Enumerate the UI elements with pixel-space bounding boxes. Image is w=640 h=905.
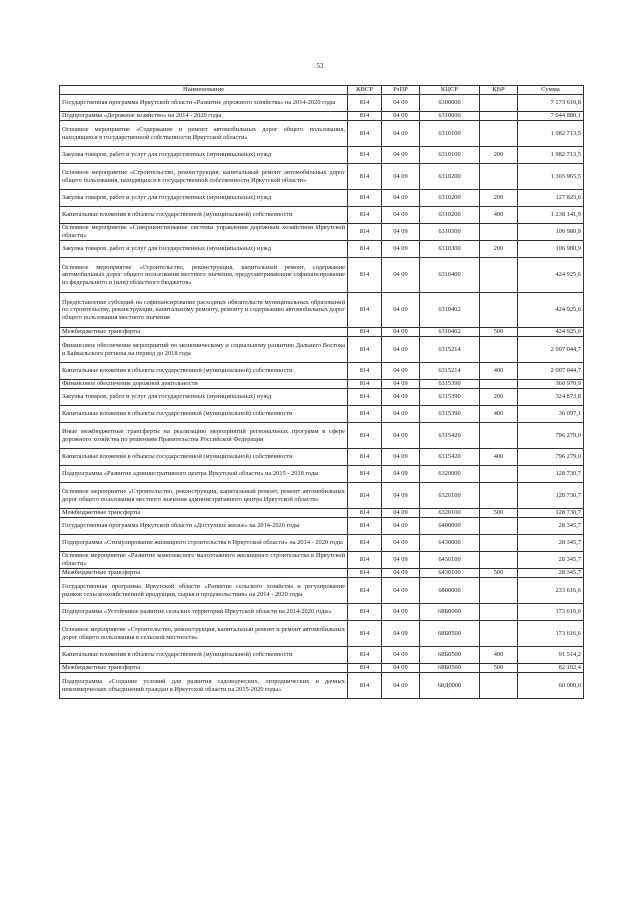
cell-kvsr: 814 bbox=[348, 121, 382, 147]
cell-name: Основное мероприятие «Содержание и ремонт автомобильных дорог общего пользования, находящихся в государственной собственности Иркутской области» bbox=[60, 121, 348, 147]
cell-kvr: 200 bbox=[480, 147, 518, 164]
cell-kvr bbox=[480, 258, 518, 293]
cell-kvr bbox=[480, 293, 518, 328]
cell-kvr: 200 bbox=[480, 241, 518, 258]
table-row bbox=[60, 483, 584, 509]
cell-name: Капитальные вложения в объекты государственной (муниципальной) собственности bbox=[60, 406, 348, 423]
cell-sum: 2 007 044,7 bbox=[518, 337, 584, 363]
header-name: Наименование bbox=[60, 86, 348, 95]
cell-name: Капитальные вложения в объекты государственной (муниципальной) собственности bbox=[60, 207, 348, 224]
cell-name: Закупка товаров, работ и услуг для государственных (муниципальных) нужд bbox=[60, 241, 348, 258]
cell-kcsr: 6315420 bbox=[420, 423, 480, 449]
cell-sum: 1 982 713,5 bbox=[518, 147, 584, 164]
cell-rzpr: 04 09 bbox=[382, 147, 420, 164]
cell-name: Закупка товаров, работ и услуг для государственных (муниципальных) нужд bbox=[60, 147, 348, 164]
cell-sum: 127 823,6 bbox=[518, 190, 584, 207]
header-kvsr: КВСР bbox=[348, 86, 382, 95]
cell-kcsr: 6320000 bbox=[420, 466, 480, 483]
table-row bbox=[60, 241, 584, 258]
cell-rzpr: 04 09 bbox=[382, 483, 420, 509]
cell-sum: 796 279,0 bbox=[518, 423, 584, 449]
cell-kvsr: 814 bbox=[348, 95, 382, 112]
cell-rzpr: 04 09 bbox=[382, 363, 420, 380]
table-row bbox=[60, 621, 584, 647]
table-row bbox=[60, 112, 584, 121]
page-number: 53 bbox=[316, 62, 324, 70]
cell-kvsr: 814 bbox=[348, 664, 382, 673]
cell-kcsr: 68Б0500 bbox=[420, 647, 480, 664]
table-row bbox=[60, 224, 584, 241]
cell-sum: 82 102,4 bbox=[518, 664, 584, 673]
cell-name: Межбюджетные трансферты bbox=[60, 569, 348, 578]
cell-kvsr: 814 bbox=[348, 380, 382, 389]
cell-kvsr: 814 bbox=[348, 673, 382, 699]
cell-kvr: 400 bbox=[480, 406, 518, 423]
table-row bbox=[60, 337, 584, 363]
cell-sum: 91 514,2 bbox=[518, 647, 584, 664]
cell-sum: 7 173 610,8 bbox=[518, 95, 584, 112]
cell-sum: 128 730,7 bbox=[518, 466, 584, 483]
cell-sum: 60 000,0 bbox=[518, 673, 584, 699]
cell-kvsr: 814 bbox=[348, 164, 382, 190]
cell-name: Государственная программа Иркутской области «Развитие дорожного хозяйства» на 2014-2020 годы bbox=[60, 95, 348, 112]
table-row bbox=[60, 535, 584, 552]
cell-name: Подпрограмма «Устойчивое развитие сельских территорий Иркутской области на 2014-2020 годы» bbox=[60, 604, 348, 621]
cell-rzpr: 04 09 bbox=[382, 664, 420, 673]
cell-sum: 128 730,7 bbox=[518, 483, 584, 509]
cell-kcsr: 68Б0500 bbox=[420, 664, 480, 673]
cell-kvr: 500 bbox=[480, 664, 518, 673]
cell-kcsr: 6320100 bbox=[420, 483, 480, 509]
cell-name: Межбюджетные трансферты bbox=[60, 664, 348, 673]
cell-name: Закупка товаров, работ и услуг для государственных (муниципальных) нужд bbox=[60, 190, 348, 207]
cell-sum: 28 345,7 bbox=[518, 569, 584, 578]
cell-kvsr: 814 bbox=[348, 389, 382, 406]
cell-kcsr: 6430000 bbox=[420, 535, 480, 552]
cell-kcsr: 6310100 bbox=[420, 147, 480, 164]
cell-kvsr: 814 bbox=[348, 147, 382, 164]
cell-kcsr: 6400000 bbox=[420, 518, 480, 535]
cell-sum: 233 616,6 bbox=[518, 578, 584, 604]
cell-kcsr: 6800000 bbox=[420, 578, 480, 604]
cell-kvr: 400 bbox=[480, 207, 518, 224]
cell-rzpr: 04 09 bbox=[382, 621, 420, 647]
cell-kvr bbox=[480, 535, 518, 552]
cell-kcsr: 6300000 bbox=[420, 95, 480, 112]
table-header-row bbox=[60, 86, 584, 95]
cell-kvsr: 814 bbox=[348, 224, 382, 241]
cell-rzpr: 04 09 bbox=[382, 406, 420, 423]
cell-kcsr: 6320100 bbox=[420, 509, 480, 518]
cell-kvsr: 814 bbox=[348, 466, 382, 483]
cell-kvsr: 814 bbox=[348, 647, 382, 664]
cell-rzpr: 04 09 bbox=[382, 241, 420, 258]
cell-sum: 7 044 880,1 bbox=[518, 112, 584, 121]
cell-sum: 36 097,1 bbox=[518, 406, 584, 423]
cell-kvsr: 814 bbox=[348, 241, 382, 258]
table-row bbox=[60, 121, 584, 147]
cell-sum: 424 925,6 bbox=[518, 258, 584, 293]
table-row bbox=[60, 207, 584, 224]
cell-rzpr: 04 09 bbox=[382, 578, 420, 604]
cell-sum: 106 980,9 bbox=[518, 224, 584, 241]
cell-name: Капитальные вложения в объекты государственной (муниципальной) собственности bbox=[60, 449, 348, 466]
cell-rzpr: 04 09 bbox=[382, 509, 420, 518]
table-row bbox=[60, 363, 584, 380]
table-row bbox=[60, 389, 584, 406]
cell-kcsr: 6310402 bbox=[420, 328, 480, 337]
cell-kvr bbox=[480, 423, 518, 449]
cell-kvr: 500 bbox=[480, 328, 518, 337]
cell-rzpr: 04 09 bbox=[382, 207, 420, 224]
cell-kvr bbox=[480, 552, 518, 569]
cell-rzpr: 04 09 bbox=[382, 258, 420, 293]
table-row bbox=[60, 552, 584, 569]
table-row bbox=[60, 578, 584, 604]
cell-kvr: 500 bbox=[480, 509, 518, 518]
cell-rzpr: 04 09 bbox=[382, 535, 420, 552]
cell-kcsr: 6310300 bbox=[420, 224, 480, 241]
cell-sum: 173 616,6 bbox=[518, 621, 584, 647]
header-rzpr: РзПР bbox=[382, 86, 420, 95]
cell-kvsr: 814 bbox=[348, 535, 382, 552]
cell-kvsr: 814 bbox=[348, 578, 382, 604]
cell-kvr bbox=[480, 95, 518, 112]
cell-kvsr: 814 bbox=[348, 483, 382, 509]
cell-rzpr: 04 09 bbox=[382, 423, 420, 449]
cell-rzpr: 04 09 bbox=[382, 112, 420, 121]
cell-kvr bbox=[480, 337, 518, 363]
table-row bbox=[60, 147, 584, 164]
table-row bbox=[60, 569, 584, 578]
cell-name: Межбюджетные трансферты bbox=[60, 509, 348, 518]
cell-kcsr: 68Б0000 bbox=[420, 604, 480, 621]
cell-kvr bbox=[480, 604, 518, 621]
table-row bbox=[60, 673, 584, 699]
table-row bbox=[60, 380, 584, 389]
cell-kvr: 400 bbox=[480, 363, 518, 380]
cell-name: Государственная программа Иркутской области «Развитие сельского хозяйства и регулирование рынков сельскохозяйственной продукции, сырья и продовольствия» на 2014 - 2020 годы bbox=[60, 578, 348, 604]
cell-sum: 1 365 965,5 bbox=[518, 164, 584, 190]
cell-rzpr: 04 09 bbox=[382, 569, 420, 578]
cell-name: Основное мероприятие «Развитие комплексного малоэтажного жилищного строительства в Иркутской области» bbox=[60, 552, 348, 569]
cell-name: Иные межбюджетные трансферты на реализацию мероприятий региональных программ в сфере дорожного хозяйства по решениям Правительства Российской Федерации bbox=[60, 423, 348, 449]
cell-kcsr: 6430100 bbox=[420, 552, 480, 569]
cell-kvr bbox=[480, 112, 518, 121]
cell-name: Капитальные вложения в объекты государственной (муниципальной) собственности bbox=[60, 363, 348, 380]
cell-sum: 28 345,7 bbox=[518, 552, 584, 569]
cell-kvr bbox=[480, 466, 518, 483]
cell-rzpr: 04 09 bbox=[382, 466, 420, 483]
cell-rzpr: 04 09 bbox=[382, 328, 420, 337]
cell-kcsr: 6310200 bbox=[420, 207, 480, 224]
cell-kvr bbox=[480, 578, 518, 604]
budget-table bbox=[59, 85, 584, 699]
header-kvr: КВР bbox=[480, 86, 518, 95]
cell-kcsr: 6310402 bbox=[420, 293, 480, 328]
cell-rzpr: 04 09 bbox=[382, 164, 420, 190]
cell-kcsr: 6310300 bbox=[420, 241, 480, 258]
cell-kvsr: 814 bbox=[348, 604, 382, 621]
cell-kcsr: 6315420 bbox=[420, 449, 480, 466]
cell-sum: 1 982 713,5 bbox=[518, 121, 584, 147]
cell-kvr: 500 bbox=[480, 569, 518, 578]
table-row bbox=[60, 164, 584, 190]
cell-kvsr: 814 bbox=[348, 449, 382, 466]
cell-kcsr: 6430100 bbox=[420, 569, 480, 578]
cell-rzpr: 04 09 bbox=[382, 673, 420, 699]
cell-kvsr: 814 bbox=[348, 328, 382, 337]
cell-kcsr: 6310200 bbox=[420, 190, 480, 207]
cell-name: Государственная программа Иркутской области «Доступное жилье» на 2014-2020 годы bbox=[60, 518, 348, 535]
cell-rzpr: 04 09 bbox=[382, 449, 420, 466]
cell-sum: 2 007 044,7 bbox=[518, 363, 584, 380]
table-row bbox=[60, 664, 584, 673]
cell-kvr bbox=[480, 518, 518, 535]
cell-kvsr: 814 bbox=[348, 337, 382, 363]
table-row bbox=[60, 604, 584, 621]
cell-kvsr: 814 bbox=[348, 406, 382, 423]
cell-rzpr: 04 09 bbox=[382, 389, 420, 406]
cell-name: Подпрограмма «Развитие административного центра Иркутской области» на 2015 - 2018 годы bbox=[60, 466, 348, 483]
cell-name: Основное мероприятие «Строительство, реконструкция, капитальный ремонт, ремонт автомобильных дорог общего пользования местного значения административного центра Иркутской области» bbox=[60, 483, 348, 509]
table-row bbox=[60, 423, 584, 449]
cell-rzpr: 04 09 bbox=[382, 121, 420, 147]
cell-kvsr: 814 bbox=[348, 293, 382, 328]
cell-sum: 360 970,9 bbox=[518, 380, 584, 389]
cell-kcsr: 6310100 bbox=[420, 121, 480, 147]
cell-name: Основное мероприятие «Строительство, реконструкция, капитальный ремонт, содержание автомобильных дорог общего пользования местного значения, предусматривающие софинансирование из федерального и (или) областного бюджетов» bbox=[60, 258, 348, 293]
cell-name: Финансовое обеспечение мероприятий по экономическому и социальному развитию Дальнего Востока и Байкальского региона на период до 2018 года bbox=[60, 337, 348, 363]
cell-kcsr: 6315390 bbox=[420, 406, 480, 423]
cell-name: Финансовое обеспечение дорожной деятельности bbox=[60, 380, 348, 389]
cell-kcsr: 6315390 bbox=[420, 389, 480, 406]
cell-rzpr: 04 09 bbox=[382, 604, 420, 621]
cell-name: Предоставление субсидий на софинансирование расходных обязательств муниципальных образований по строительству, реконструкции, капитальному ремонту, ремонту и содержанию автомобильных дорог общего пользования местного значения bbox=[60, 293, 348, 328]
cell-kvr bbox=[480, 164, 518, 190]
cell-sum: 1 238 141,9 bbox=[518, 207, 584, 224]
cell-kvr bbox=[480, 621, 518, 647]
cell-kvsr: 814 bbox=[348, 258, 382, 293]
cell-rzpr: 04 09 bbox=[382, 95, 420, 112]
cell-sum: 324 873,8 bbox=[518, 389, 584, 406]
table-row bbox=[60, 647, 584, 664]
table-row bbox=[60, 293, 584, 328]
cell-kcsr: 68Д0000 bbox=[420, 673, 480, 699]
header-kcsr: КЦСР bbox=[420, 86, 480, 95]
cell-rzpr: 04 09 bbox=[382, 518, 420, 535]
cell-name: Подпрограмма «Стимулирование жилищного строительства в Иркутской области» на 2014 - 2020 годы bbox=[60, 535, 348, 552]
cell-rzpr: 04 09 bbox=[382, 647, 420, 664]
cell-kvr: 200 bbox=[480, 190, 518, 207]
cell-kvsr: 814 bbox=[348, 190, 382, 207]
cell-kcsr: 6315214 bbox=[420, 363, 480, 380]
cell-sum: 424 925,6 bbox=[518, 328, 584, 337]
cell-kvsr: 814 bbox=[348, 112, 382, 121]
cell-kcsr: 6315214 bbox=[420, 337, 480, 363]
cell-name: Подпрограмма «Дорожное хозяйство» на 2014 - 2020 годы bbox=[60, 112, 348, 121]
table-row bbox=[60, 95, 584, 112]
cell-kcsr: 68Б0500 bbox=[420, 621, 480, 647]
cell-kvsr: 814 bbox=[348, 423, 382, 449]
cell-kcsr: 6315390 bbox=[420, 380, 480, 389]
cell-kvr bbox=[480, 483, 518, 509]
table-row bbox=[60, 466, 584, 483]
cell-rzpr: 04 09 bbox=[382, 380, 420, 389]
cell-kvr: 400 bbox=[480, 449, 518, 466]
cell-name: Подпрограмма «Создание условий для развития садоводческих, огороднических и дачных некоммерческих объединений граждан в Иркутской области на 2015-2020 годы» bbox=[60, 673, 348, 699]
cell-kvr bbox=[480, 224, 518, 241]
table-row bbox=[60, 406, 584, 423]
cell-sum: 106 980,9 bbox=[518, 241, 584, 258]
cell-kvr bbox=[480, 121, 518, 147]
cell-name: Межбюджетные трансферты bbox=[60, 328, 348, 337]
cell-kvsr: 814 bbox=[348, 621, 382, 647]
cell-kvr bbox=[480, 380, 518, 389]
table-row bbox=[60, 518, 584, 535]
cell-rzpr: 04 09 bbox=[382, 224, 420, 241]
cell-name: Закупка товаров, работ и услуг для государственных (муниципальных) нужд bbox=[60, 389, 348, 406]
cell-kvr: 400 bbox=[480, 647, 518, 664]
cell-kvsr: 814 bbox=[348, 207, 382, 224]
cell-kcsr: 6310400 bbox=[420, 258, 480, 293]
cell-name: Капитальные вложения в объекты государственной (муниципальной) собственности bbox=[60, 647, 348, 664]
cell-sum: 28 345,7 bbox=[518, 535, 584, 552]
cell-name: Основное мероприятие «Совершенствование системы управления дорожным хозяйством Иркутской области» bbox=[60, 224, 348, 241]
header-sum: Сумма bbox=[518, 86, 584, 95]
cell-name: Основное мероприятие «Строительство, реконструкция, капитальный ремонт автомобильных дорог общего пользования, находящихся в государственной собственности Иркутской области» bbox=[60, 164, 348, 190]
cell-sum: 28 345,7 bbox=[518, 518, 584, 535]
cell-rzpr: 04 09 bbox=[382, 337, 420, 363]
table-row bbox=[60, 258, 584, 293]
cell-kvsr: 814 bbox=[348, 509, 382, 518]
cell-rzpr: 04 09 bbox=[382, 552, 420, 569]
cell-kcsr: 6310000 bbox=[420, 112, 480, 121]
cell-rzpr: 04 09 bbox=[382, 293, 420, 328]
cell-kvr bbox=[480, 673, 518, 699]
cell-kvsr: 814 bbox=[348, 518, 382, 535]
cell-kvsr: 814 bbox=[348, 363, 382, 380]
cell-kcsr: 6310200 bbox=[420, 164, 480, 190]
cell-kvsr: 814 bbox=[348, 552, 382, 569]
cell-sum: 173 616,6 bbox=[518, 604, 584, 621]
table-row bbox=[60, 190, 584, 207]
cell-sum: 424 925,6 bbox=[518, 293, 584, 328]
cell-name: Основное мероприятие «Строительство, реконструкция, капитальный ремонт и ремонт автомобильных дорог общего пользования в сельской местности» bbox=[60, 621, 348, 647]
cell-sum: 796 279,0 bbox=[518, 449, 584, 466]
table-row bbox=[60, 509, 584, 518]
table-row bbox=[60, 328, 584, 337]
cell-kvsr: 814 bbox=[348, 569, 382, 578]
table-row bbox=[60, 449, 584, 466]
cell-rzpr: 04 09 bbox=[382, 190, 420, 207]
cell-sum: 128 730,7 bbox=[518, 509, 584, 518]
cell-kvr: 200 bbox=[480, 389, 518, 406]
